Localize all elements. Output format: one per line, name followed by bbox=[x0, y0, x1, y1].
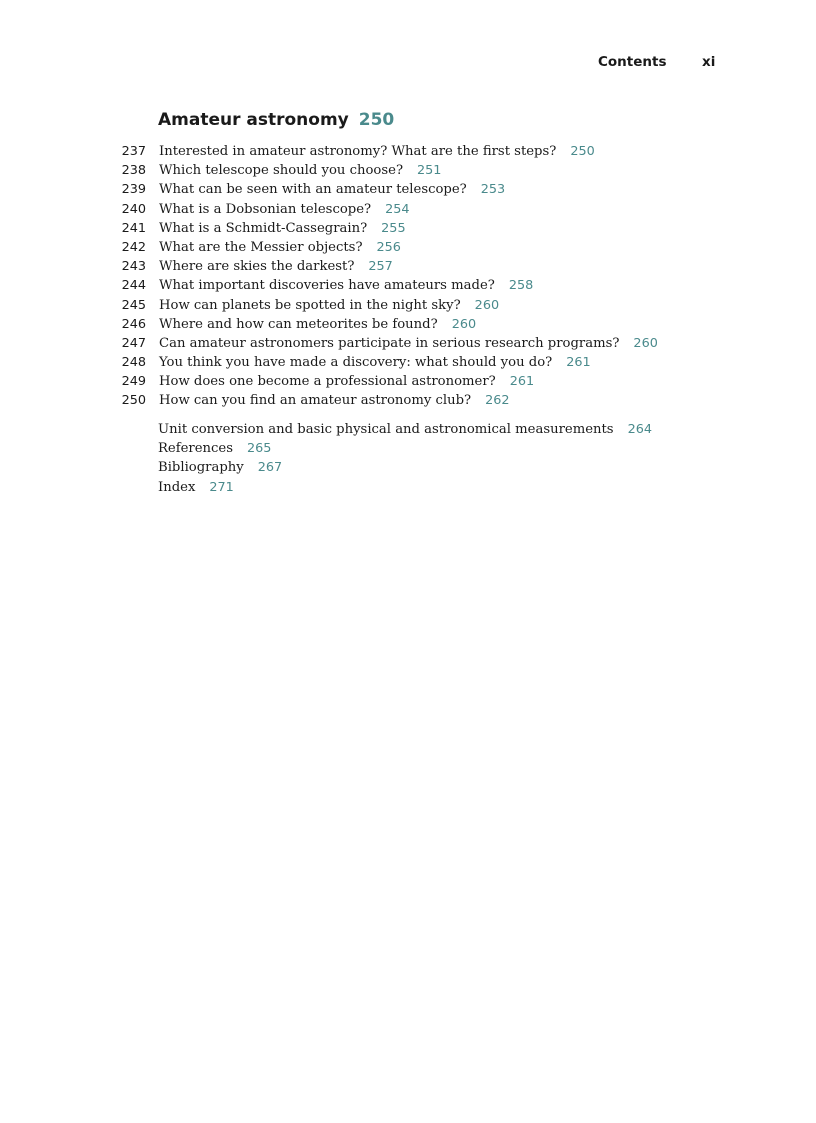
entry-number: 248 bbox=[121, 355, 146, 371]
entry-title: Which telescope should you choose? bbox=[159, 163, 404, 179]
entry-number: 247 bbox=[121, 335, 146, 351]
back-matter-list bbox=[0, 420, 816, 497]
toc-entry[interactable] bbox=[0, 296, 816, 315]
entry-title: What can be seen with an amateur telescope? bbox=[159, 182, 467, 198]
entry-title: How can you find an amateur astronomy club? bbox=[159, 393, 472, 409]
toc-entry[interactable] bbox=[0, 334, 816, 353]
entry-title: What is a Schmidt-Cassegrain? bbox=[159, 220, 368, 236]
entry-page-number: 257 bbox=[368, 259, 393, 275]
entry-page-number: 261 bbox=[566, 355, 591, 371]
entry-page-number: 261 bbox=[509, 374, 535, 390]
entry-title: Can amateur astronomers participate in serious research programs? bbox=[159, 335, 620, 351]
entry-page-number: 265 bbox=[246, 441, 272, 457]
entry-title: Unit conversion and basic physical and astronomical measurements bbox=[158, 422, 614, 437]
entry-title: Where are skies the darkest? bbox=[159, 259, 355, 275]
entry-number: 239 bbox=[121, 182, 146, 198]
entry-page-number: 256 bbox=[376, 239, 401, 255]
entry-number: 246 bbox=[121, 316, 146, 332]
entry-page-number: 267 bbox=[257, 460, 283, 476]
toc-entry[interactable] bbox=[0, 353, 816, 372]
entry-page-number: 254 bbox=[385, 201, 410, 217]
toc-entry[interactable] bbox=[0, 315, 816, 334]
entry-number: 242 bbox=[121, 239, 146, 255]
entry-title: What is a Dobsonian telescope? bbox=[159, 201, 372, 217]
entry-page-number: 260 bbox=[451, 316, 477, 332]
entry-number: 244 bbox=[121, 278, 146, 294]
toc-entry[interactable] bbox=[0, 391, 816, 410]
entry-title: Interested in amateur astronomy? What are the first steps? bbox=[159, 144, 557, 159]
entry-number: 241 bbox=[121, 220, 146, 236]
entry-page-number: 260 bbox=[474, 297, 500, 313]
back-matter-entry-bibliography[interactable] bbox=[0, 458, 816, 477]
entry-title: How can planets be spotted in the night sky? bbox=[159, 297, 461, 313]
toc-entry[interactable] bbox=[0, 238, 816, 257]
entry-title: Bibliography bbox=[158, 460, 244, 476]
running-head bbox=[0, 54, 816, 74]
toc-entry[interactable] bbox=[0, 200, 816, 219]
entry-number: 237 bbox=[121, 144, 146, 159]
entry-number: 240 bbox=[121, 201, 146, 217]
entry-page-number: 255 bbox=[381, 220, 406, 236]
toc-entry[interactable] bbox=[0, 276, 816, 295]
toc-entry[interactable] bbox=[0, 257, 816, 276]
back-matter-entry-index[interactable] bbox=[0, 478, 816, 497]
running-head-title: Contents bbox=[598, 54, 667, 70]
entry-number: 243 bbox=[121, 259, 146, 275]
toc-entry[interactable] bbox=[0, 180, 816, 199]
entry-title: How does one become a professional astronomer? bbox=[159, 374, 496, 390]
entry-title: Index bbox=[158, 479, 196, 495]
toc-entry[interactable] bbox=[0, 161, 816, 180]
entry-number: 249 bbox=[121, 374, 146, 390]
entry-title: What are the Messier objects? bbox=[159, 239, 363, 255]
entry-page-number: 251 bbox=[417, 163, 442, 179]
entry-title: You think you have made a discovery: what should you do? bbox=[159, 355, 553, 371]
entry-number: 250 bbox=[121, 393, 146, 409]
entry-number: 245 bbox=[121, 297, 146, 313]
entry-title: What important discoveries have amateurs made? bbox=[159, 278, 495, 294]
entry-number: 238 bbox=[121, 163, 146, 179]
entry-page-number: 250 bbox=[570, 144, 595, 159]
entry-page-number: 271 bbox=[209, 479, 234, 495]
toc-entry[interactable] bbox=[0, 372, 816, 391]
entry-page-number: 264 bbox=[627, 422, 653, 437]
section-heading[interactable] bbox=[158, 110, 394, 130]
entry-page-number: 253 bbox=[480, 182, 506, 198]
running-head-page-number: xi bbox=[702, 54, 716, 70]
back-matter-entry-unit-conversion[interactable] bbox=[0, 420, 816, 439]
toc-entry-list bbox=[0, 142, 816, 411]
entry-title: Where and how can meteorites be found? bbox=[159, 316, 438, 332]
toc-entry[interactable] bbox=[0, 142, 816, 161]
back-matter-entry-references[interactable] bbox=[0, 439, 816, 458]
entry-page-number: 258 bbox=[508, 278, 534, 294]
section-title: Amateur astronomy bbox=[158, 110, 349, 130]
entry-page-number: 262 bbox=[485, 393, 510, 409]
entry-title: References bbox=[158, 441, 233, 457]
entry-page-number: 260 bbox=[633, 335, 658, 351]
toc-entry[interactable] bbox=[0, 219, 816, 238]
section-page-number: 250 bbox=[358, 110, 395, 130]
